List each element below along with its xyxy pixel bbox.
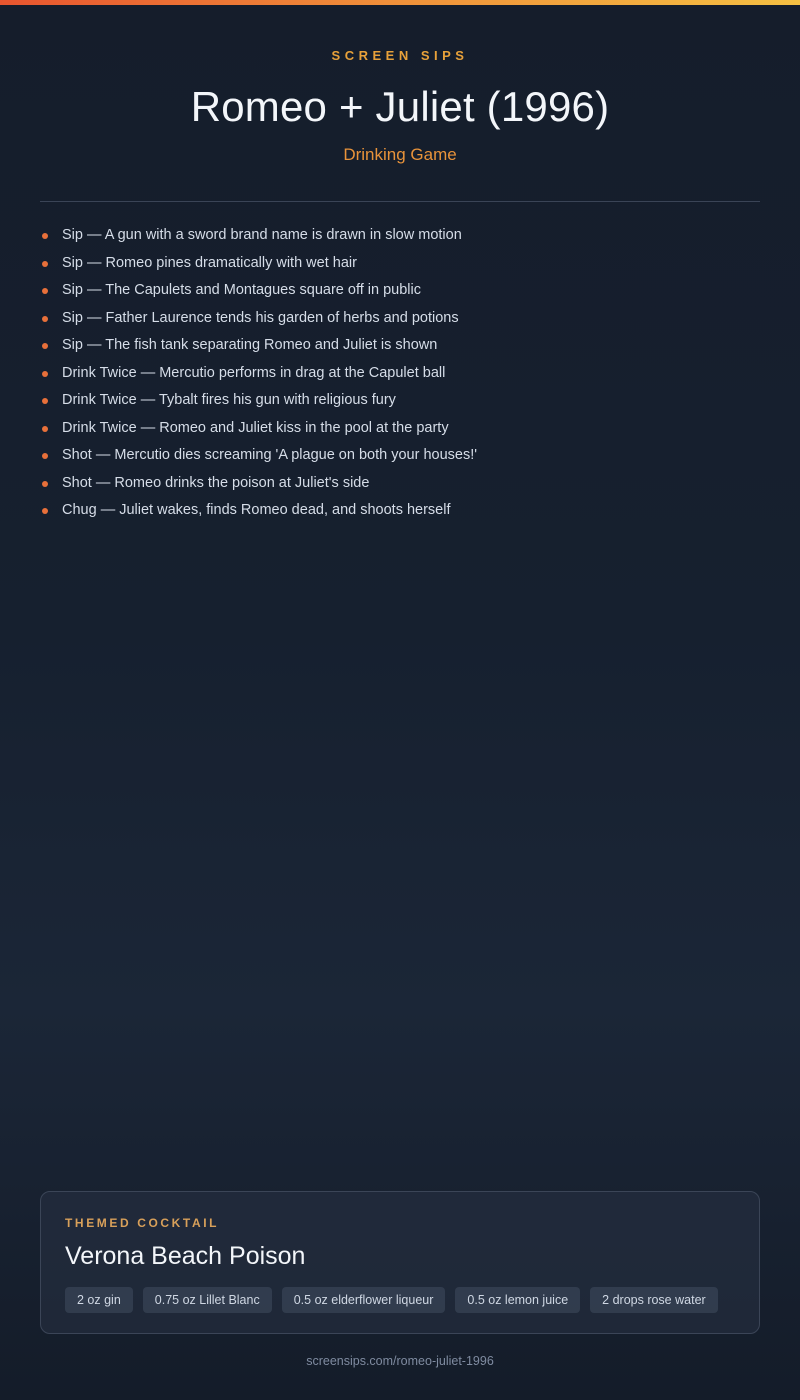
- brand-kicker: SCREEN SIPS: [331, 48, 469, 63]
- rule-item: [40, 277, 760, 305]
- rule-text: Sip — A gun with a sword brand name is drawn in slow motion: [62, 227, 462, 243]
- rule-item: [40, 442, 760, 470]
- header-divider: [40, 201, 760, 202]
- ingredient-chip: 0.75 oz Lillet Blanc: [143, 1287, 272, 1313]
- bullet-icon: [42, 261, 48, 267]
- rule-item: [40, 497, 760, 525]
- rule-item: [40, 222, 760, 250]
- bullet-icon: [42, 371, 48, 377]
- bullet-icon: [42, 426, 48, 432]
- ingredient-chip: 0.5 oz elderflower liqueur: [282, 1287, 446, 1313]
- page-header: [40, 0, 760, 165]
- bullet-icon: [42, 233, 48, 239]
- page-subtitle: Drinking Game: [343, 145, 457, 164]
- ingredient-chip: 2 oz gin: [65, 1287, 133, 1313]
- bullet-icon: [42, 398, 48, 404]
- themed-cocktail-card: [40, 1191, 760, 1334]
- rule-item: [40, 415, 760, 443]
- rule-text: Sip — Father Laurence tends his garden of herbs and potions: [62, 309, 459, 326]
- rule-item: [40, 387, 760, 415]
- cocktail-kicker: THEMED COCKTAIL: [65, 1216, 220, 1230]
- bullet-icon: [42, 316, 48, 322]
- footer-url: screensips.com/romeo-juliet-1996: [306, 1354, 494, 1368]
- rule-item: [40, 305, 760, 333]
- rule-text: Shot — Mercutio dies screaming 'A plague on both your houses!': [62, 447, 477, 463]
- rule-text: Sip — Romeo pines dramatically with wet hair: [62, 254, 357, 271]
- bullet-icon: [42, 508, 48, 514]
- bullet-icon: [42, 343, 48, 349]
- layout-spacer: [40, 525, 760, 1192]
- rules-list: [40, 222, 760, 525]
- rule-item: [40, 250, 760, 278]
- rule-text: Drink Twice — Romeo and Juliet kiss in the pool at the party: [62, 419, 449, 436]
- rule-text: Drink Twice — Tybalt fires his gun with religious fury: [62, 392, 396, 408]
- rule-text: Chug — Juliet wakes, finds Romeo dead, and shoots herself: [62, 502, 451, 518]
- bullet-icon: [42, 453, 48, 459]
- ingredient-chip: 0.5 oz lemon juice: [455, 1287, 580, 1313]
- rule-text: Sip — The fish tank separating Romeo and Juliet is shown: [62, 337, 438, 353]
- ingredient-list: [65, 1287, 735, 1313]
- ingredient-chip: 2 drops rose water: [590, 1287, 718, 1313]
- cocktail-name: Verona Beach Poison: [65, 1242, 306, 1270]
- rule-text: Shot — Romeo drinks the poison at Juliet's side: [62, 474, 370, 491]
- bullet-icon: [42, 288, 48, 294]
- rule-text: Drink Twice — Mercutio performs in drag at the Capulet ball: [62, 364, 446, 381]
- footer: [40, 1354, 760, 1400]
- bullet-icon: [42, 481, 48, 487]
- page-title: Romeo + Juliet (1996): [190, 83, 610, 130]
- rule-item: [40, 360, 760, 388]
- top-accent-bar: [0, 0, 800, 5]
- rule-item: [40, 332, 760, 360]
- rule-text: Sip — The Capulets and Montagues square off in public: [62, 282, 421, 298]
- rule-item: [40, 470, 760, 498]
